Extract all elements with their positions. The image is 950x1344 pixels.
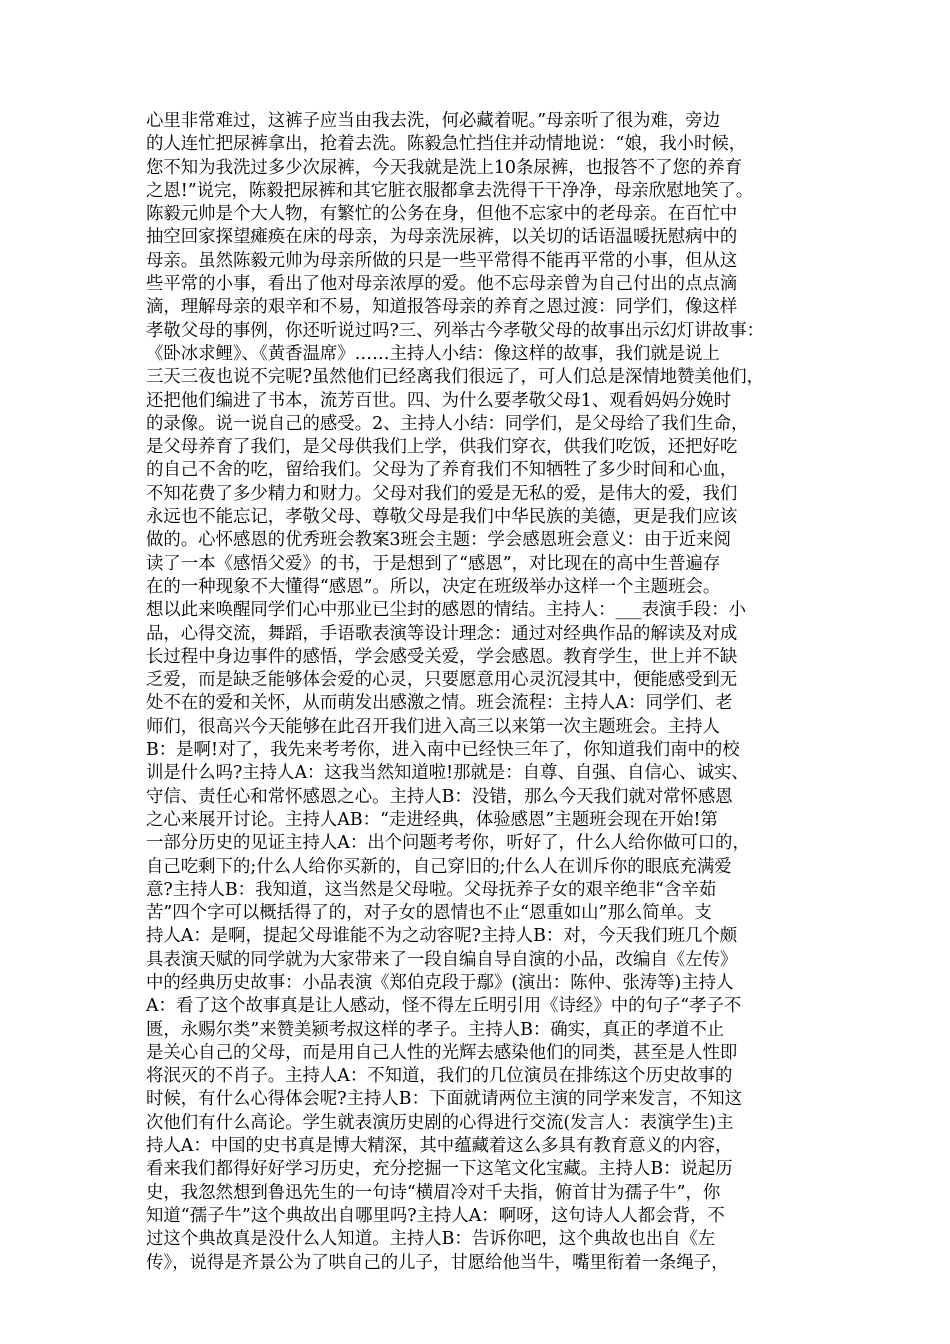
text-line: 具表演天赋的同学就为大家带来了一段自编自导自演的小品，改编自《左传》 <box>146 949 738 970</box>
text-line: 乏爱，而是缺乏能够体会爱的心灵，只要愿意用心灵沉浸其中，便能感受到无 <box>146 670 738 691</box>
text-line: 看来我们都得好好学习历史，充分挖掘一下这笔文化宝藏。主持人B：说起历 <box>146 1159 733 1180</box>
text-line: 品，心得交流，舞蹈，手语歌表演等设计理念：通过对经典作品的解读及对成 <box>146 623 738 644</box>
text-line: 永远也不能忘记，孝敬父母、尊敬父母是我们中华民族的美德，更是我们应该 <box>146 507 738 528</box>
text-line: 您不知为我洗过多少次尿裤，今天我就是洗上10条尿裤，也报答不了您的养育 <box>146 157 743 178</box>
text-line: 滴，理解母亲的艰辛和不易，知道报答母亲的养育之恩过渡：同学们，像这样 <box>146 297 738 318</box>
text-line: 之心来展开讨论。主持人AB：“走进经典，体验感恩”主题班会现在开始!第 <box>146 809 718 830</box>
text-line: A：看了这个故事真是让人感动，怪不得左丘明引用《诗经》中的句子“孝子不 <box>146 996 742 1017</box>
text-line: 之恩!”说完，陈毅把尿裤和其它脏衣服都拿去洗得干干净净，母亲欣慰地笑了。 <box>146 180 754 201</box>
text-line: 训是什么吗?主持人A：这我当然知道啦!那就是：自尊、自强、自信心、诚实、 <box>146 763 749 784</box>
text-line: B：是啊!对了，我先来考考你，进入南中已经快三年了，你知道我们南中的校 <box>146 740 740 761</box>
text-line: 母亲。虽然陈毅元帅为母亲所做的只是一些平常得不能再平常的小事，但从这 <box>146 250 738 271</box>
text-line: 是关心自己的父母，而是用自己人性的光辉去感染他们的同类，甚至是人性即 <box>146 1042 738 1063</box>
text-line: 苦”四个字可以概括得了的，对子女的恩情也不止“恩重如山”那么简单。支 <box>146 903 712 924</box>
text-line: 时候，有什么心得体会呢?主持人B：下面就请两位主演的同学来发言，不知这 <box>146 1089 742 1110</box>
text-line: 过这个典故真是没什么人知道。主持人B：告诉你吧，这个典故也出自《左 <box>146 1229 716 1250</box>
text-line: 处不在的爱和关怀，从而萌发出感激之情。班会流程：主持人A：同学们、老 <box>146 693 733 714</box>
body-text <box>146 110 826 1275</box>
text-line: 传》，说得是齐景公为了哄自己的儿子，甘愿给他当牛，嘴里衔着一条绳子， <box>146 1252 729 1273</box>
text-line: 一部分历史的见证主持人A：出个问题考考你，听好了，什么人给你做可口的， <box>146 833 750 854</box>
text-line: 的自己不舍的吃，留给我们。父母为了养育我们不知牺牲了多少时间和心血， <box>146 460 738 481</box>
text-line: 陈毅元帅是个大人物，有繁忙的公务在身，但他不忘家中的老母亲。在百忙中 <box>146 204 738 225</box>
text-line: 是父母养育了我们，是父母供我们上学，供我们穿衣，供我们吃饭，还把好吃 <box>146 437 738 458</box>
text-line: 持人A：中国的史书真是博大精深，其中蕴藏着这么多具有教育意义的内容， <box>146 1136 733 1157</box>
text-line: 将泯灭的不肖子。主持人A：不知道，我们的几位演员在排练这个历史故事的 <box>146 1066 733 1087</box>
text-line: 抽空回家探望瘫痪在床的母亲，为母亲洗尿裤，以关切的话语温暖抚慰病中的 <box>146 227 738 248</box>
text-line: 读了一本《感悟父爱》的书，于是想到了“感恩”，对比现在的高中生普遍存 <box>146 553 721 574</box>
text-line: 还把他们编进了书本，流芳百世。四、为什么要孝敬父母1、观看妈妈分娩时 <box>146 390 731 411</box>
text-line: 些平常的小事，看出了他对母亲浓厚的爱。他不忘母亲曾为自己付出的点点滴 <box>146 274 738 295</box>
text-line: 孝敬父母的事例，你还听说过吗?三、列举古今孝敬父母的故事出示幻灯讲故事： <box>146 320 764 341</box>
text-line: 三天三夜也说不完呢?虽然他们已经离我们很远了，可人们总是深情地赞美他们， <box>146 367 764 388</box>
text-line: 史，我忽然想到鲁迅先生的一句诗“横眉冷对千夫指，俯首甘为孺子牛”，你 <box>146 1182 721 1203</box>
text-line: 长过程中身边事件的感悟，学会感受关爱，学会感恩。教育学生，世上并不缺 <box>146 646 738 667</box>
text-line: 不知花费了多少精力和财力。父母对我们的爱是无私的爱，是伟大的爱，我们 <box>146 483 738 504</box>
text-line: 《卧冰求鲤》、《黄香温席》……主持人小结：像这样的故事，我们就是说上 <box>146 343 720 364</box>
text-line: 意?主持人B：我知道，这当然是父母啦。父母抚养子女的艰辛绝非“含辛茹 <box>146 879 717 900</box>
text-line: 中的经典历史故事：小品表演《郑伯克段于鄢》(演出：陈仲、张涛等)主持人 <box>146 972 734 993</box>
text-line: 心里非常难过，这裤子应当由我去洗，何必藏着呢。”母亲听了很为难，旁边 <box>146 111 721 131</box>
text-line: 在的一种现象不大懂得“感恩”。所以，决定在班级举办这样一个主题班会。 <box>146 576 721 597</box>
text-line: 守信、责任心和常怀感恩之心。主持人B：没错，那么今天我们就对常怀感恩 <box>146 786 733 807</box>
text-line: 做的。心怀感恩的优秀班会教案3班会主题：学会感恩班会意义：由于近来阅 <box>146 530 731 551</box>
text-line: 持人A：是啊，提起父母谁能不为之动容呢?主持人B：对，今天我们班几个颇 <box>146 926 738 947</box>
text-line: 的录像。说一说自己的感受。2、主持人小结：同学们，是父母给了我们生命， <box>146 413 749 434</box>
text-line: 次他们有什么高论。学生就表演历史剧的心得进行交流(发言人：表演学生)主 <box>146 1112 734 1133</box>
text-line: 匮，永赐尔类”来赞美颍考叔这样的孝子。主持人B：确实，真正的孝道不止 <box>146 1019 725 1040</box>
text-line: 师们，很高兴今天能够在此召开我们进入高三以来第一次主题班会。主持人 <box>146 716 720 737</box>
text-line: 自己吃剩下的;什么人给你买新的，自己穿旧的;什么人在训斥你的眼底充满爱 <box>146 856 732 877</box>
text-line: 知道“孺子牛”这个典故出自哪里吗?主持人A：啊呀，这句诗人人都会背，不 <box>146 1205 725 1226</box>
text-line: 的人连忙把尿裤拿出，抢着去洗。陈毅急忙挡住并动情地说：“娘，我小时候， <box>146 134 747 155</box>
text-line: 想以此来唤醒同学们心中那业已尘封的感恩的情结。主持人：___表演手段：小 <box>146 600 746 621</box>
